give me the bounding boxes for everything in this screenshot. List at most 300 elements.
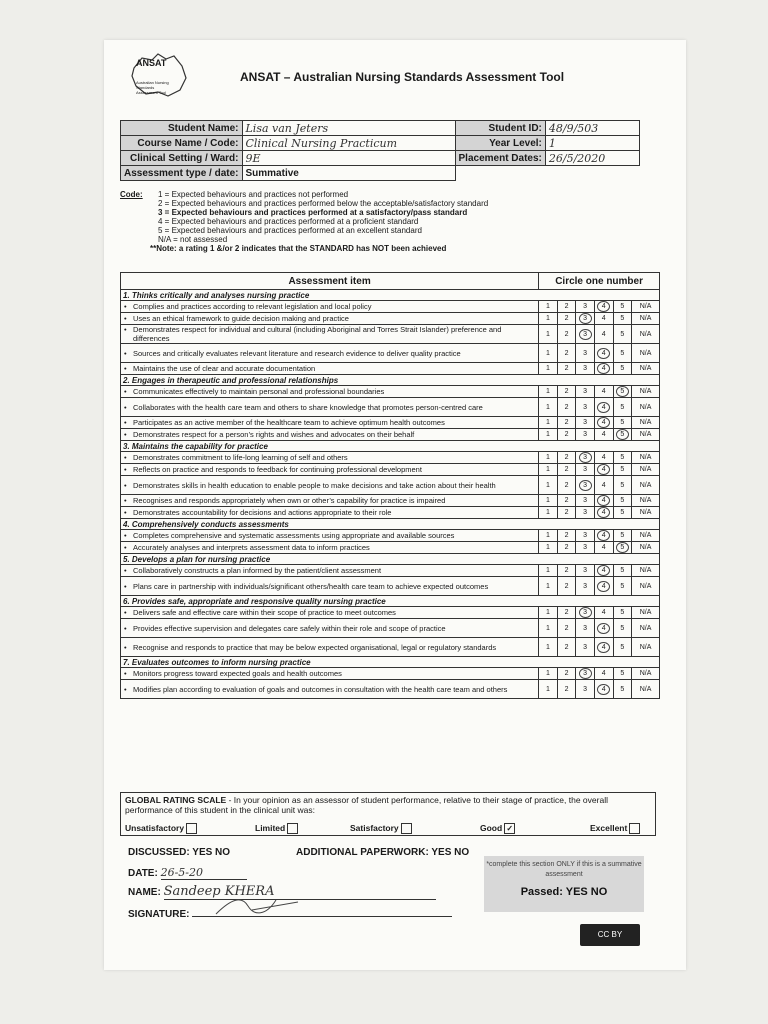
score-label: 4	[597, 642, 610, 653]
code-line: 2 = Expected behaviours and practices performed below the acceptable/satisfactory standard	[158, 199, 489, 208]
score-label: 1	[546, 403, 550, 411]
score-option[interactable]	[539, 476, 558, 495]
score-label: 5	[620, 315, 625, 322]
assessment-item-row	[121, 507, 660, 519]
score-option[interactable]	[613, 417, 632, 429]
score-option[interactable]	[557, 495, 576, 507]
score-option[interactable]	[613, 301, 632, 313]
score-label: N/A	[639, 419, 652, 426]
year-level-label: Year Level:	[455, 136, 545, 151]
score-option[interactable]	[557, 607, 576, 619]
assessment-item-text: Monitors progress toward expected goals and health outcomes	[133, 669, 342, 678]
bullet-icon: •	[124, 480, 127, 490]
assessor-name-field[interactable]: Sandeep KHERA	[164, 884, 436, 900]
section-row	[121, 657, 660, 668]
bullet-icon: •	[124, 402, 127, 412]
score-option[interactable]	[557, 680, 576, 699]
score-option[interactable]	[576, 507, 595, 519]
assessment-item-text: Maintains the use of clear and accurate documentation	[133, 364, 316, 373]
score-option[interactable]	[557, 398, 576, 417]
score-label: 5	[620, 303, 625, 310]
assessment-item-row	[121, 313, 660, 325]
score-label: N/A	[639, 685, 652, 693]
score-option-selected[interactable]	[594, 619, 613, 638]
score-option[interactable]	[557, 668, 576, 680]
score-label: 4	[597, 507, 610, 518]
score-option[interactable]	[576, 363, 595, 375]
score-label: N/A	[639, 330, 652, 338]
score-option[interactable]	[557, 325, 576, 344]
score-label: 4	[601, 388, 606, 395]
score-option[interactable]	[632, 577, 660, 596]
score-label: 4	[597, 684, 610, 695]
discussed-text: DISCUSSED: YES NO	[128, 847, 231, 858]
rating-checkbox[interactable]	[186, 823, 197, 834]
score-option[interactable]	[557, 565, 576, 577]
score-label: 3	[579, 452, 592, 463]
assessment-item-row	[121, 476, 660, 495]
bullet-icon: •	[124, 543, 127, 552]
bullet-icon: •	[124, 325, 127, 334]
bullet-icon: •	[124, 623, 127, 633]
score-option[interactable]	[557, 619, 576, 638]
score-option[interactable]	[539, 495, 558, 507]
score-label: 2	[564, 388, 569, 395]
score-label: 1	[546, 388, 550, 395]
score-label: 1	[546, 532, 550, 539]
score-option[interactable]	[539, 530, 558, 542]
rating-checkbox[interactable]	[401, 823, 412, 834]
year-level-field[interactable]: 1	[545, 136, 639, 151]
assessment-item-row	[121, 464, 660, 476]
score-label: 3	[583, 509, 588, 516]
score-label: 1	[546, 609, 550, 616]
score-option[interactable]	[632, 619, 660, 638]
score-option[interactable]	[632, 565, 660, 577]
assessment-item-row	[121, 565, 660, 577]
score-option-selected[interactable]	[594, 464, 613, 476]
assessment-item-row	[121, 452, 660, 464]
assessment-item-text: Delivers safe and effective care within their scope of practice to meet outcomes	[133, 608, 396, 617]
score-option[interactable]	[557, 344, 576, 363]
score-option[interactable]	[594, 607, 613, 619]
score-option[interactable]	[594, 452, 613, 464]
bullet-icon: •	[124, 453, 127, 462]
section-row	[121, 519, 660, 530]
score-option[interactable]	[576, 542, 595, 554]
score-option[interactable]	[557, 313, 576, 325]
score-option[interactable]	[557, 429, 576, 441]
score-label: 2	[564, 582, 569, 590]
score-label: 1	[546, 670, 550, 677]
student-id-field[interactable]: 48/9/503	[545, 121, 639, 136]
score-option[interactable]	[613, 344, 632, 363]
score-option-selected[interactable]	[594, 301, 613, 313]
score-option[interactable]	[613, 476, 632, 495]
score-label: 5	[620, 624, 625, 632]
score-option[interactable]	[557, 301, 576, 313]
assessment-item-text: Completes comprehensive and systematic assessments using appropriate and available sources	[133, 531, 455, 540]
score-label: N/A	[639, 670, 652, 677]
additional-paperwork-text: ADDITIONAL PAPERWORK: YES NO	[296, 847, 470, 858]
score-option[interactable]	[576, 495, 595, 507]
score-option[interactable]	[632, 495, 660, 507]
logo-text: ANSAT	[136, 58, 167, 68]
score-option[interactable]	[539, 619, 558, 638]
score-option[interactable]	[557, 542, 576, 554]
score-option[interactable]	[576, 386, 595, 398]
rating-option-label: Satisfactory	[350, 823, 399, 833]
score-option[interactable]	[557, 417, 576, 429]
signature-label: SIGNATURE:	[128, 909, 190, 920]
score-option[interactable]	[576, 619, 595, 638]
score-label: 3	[583, 388, 588, 395]
student-id-label: Student ID:	[455, 121, 545, 136]
score-option[interactable]	[613, 680, 632, 699]
rating-checkbox[interactable]	[287, 823, 298, 834]
course-label: Course Name / Code:	[121, 136, 243, 151]
score-label: 5	[620, 609, 625, 616]
score-option[interactable]	[632, 680, 660, 699]
section-title: 5. Develops a plan for nursing practice	[121, 554, 660, 565]
assessment-rows	[121, 290, 660, 699]
score-label: 2	[564, 624, 569, 632]
score-label: 1	[546, 315, 550, 322]
assessment-item-text: Recognise and responds to practice that may be below expected organisational, legal or regulatory standards	[133, 642, 497, 652]
score-option[interactable]	[613, 607, 632, 619]
score-label: 3	[579, 313, 592, 324]
bullet-icon: •	[124, 508, 127, 517]
score-option[interactable]	[594, 386, 613, 398]
score-option-selected[interactable]	[576, 325, 595, 344]
score-option[interactable]	[539, 542, 558, 554]
score-label: 1	[546, 431, 550, 438]
score-option[interactable]	[576, 344, 595, 363]
score-option[interactable]	[539, 386, 558, 398]
score-option[interactable]	[594, 542, 613, 554]
score-label: N/A	[639, 466, 652, 473]
score-label: 1	[546, 509, 550, 516]
signature-field[interactable]	[192, 904, 452, 917]
score-label: N/A	[639, 497, 652, 504]
section-title: 1. Thinks critically and analyses nursing practice	[121, 290, 660, 301]
score-option[interactable]	[632, 464, 660, 476]
score-label: N/A	[639, 303, 652, 310]
score-option[interactable]	[576, 577, 595, 596]
score-option[interactable]	[594, 325, 613, 344]
score-label: 5	[620, 643, 625, 651]
score-option[interactable]	[539, 429, 558, 441]
score-option[interactable]	[613, 464, 632, 476]
score-label: 3	[583, 532, 588, 539]
score-option[interactable]	[613, 363, 632, 375]
score-label: 5	[620, 481, 625, 489]
score-option[interactable]	[576, 530, 595, 542]
score-label: 3	[583, 643, 588, 651]
score-label: 1	[546, 582, 550, 590]
score-label: 1	[546, 544, 550, 551]
score-option[interactable]	[594, 313, 613, 325]
score-option[interactable]	[557, 638, 576, 657]
score-option-selected[interactable]	[594, 398, 613, 417]
score-option-selected[interactable]	[613, 429, 632, 441]
score-option-selected[interactable]	[576, 313, 595, 325]
score-option[interactable]	[613, 507, 632, 519]
score-label: 5	[620, 454, 625, 461]
score-label: 1	[546, 643, 550, 651]
creative-commons-badge: CC BY	[580, 924, 640, 946]
score-option[interactable]	[632, 398, 660, 417]
score-label: 2	[564, 643, 569, 651]
score-label: 3	[583, 466, 588, 473]
score-label: 3	[579, 607, 592, 618]
course-field[interactable]: Clinical Nursing Practicum	[242, 136, 455, 151]
score-option[interactable]	[632, 313, 660, 325]
page-title: ANSAT – Australian Nursing Standards Assessment Tool	[240, 70, 565, 84]
placement-dates-label: Placement Dates:	[455, 151, 545, 166]
score-option[interactable]	[576, 301, 595, 313]
score-label: 5	[620, 419, 625, 426]
score-label: 2	[564, 330, 569, 338]
score-label: N/A	[639, 481, 652, 489]
bullet-icon: •	[124, 364, 127, 373]
score-option[interactable]	[539, 680, 558, 699]
score-label: 1	[546, 497, 550, 504]
score-label: 5	[620, 582, 625, 590]
rating-option-label: Excellent	[590, 823, 628, 833]
section-row	[121, 375, 660, 386]
score-label: 4	[597, 402, 610, 413]
score-option[interactable]	[632, 386, 660, 398]
score-option[interactable]	[632, 301, 660, 313]
rating-option-label: Limited	[255, 823, 286, 833]
assessment-item-row	[121, 417, 660, 429]
date-field[interactable]: 26-5-20	[161, 866, 247, 880]
score-option[interactable]	[557, 577, 576, 596]
score-option[interactable]	[557, 363, 576, 375]
rating-option-excellent	[590, 823, 640, 834]
score-label: 4	[601, 330, 606, 338]
score-label: 4	[601, 481, 606, 489]
score-option-selected[interactable]	[594, 507, 613, 519]
section-row	[121, 441, 660, 452]
score-label: 2	[564, 365, 569, 372]
rating-option-label: Good	[480, 823, 503, 833]
score-option[interactable]	[613, 313, 632, 325]
discussed-line	[128, 847, 470, 858]
rating-checkbox[interactable]	[629, 823, 640, 834]
score-option[interactable]	[539, 464, 558, 476]
score-option[interactable]	[576, 464, 595, 476]
score-option-selected[interactable]	[613, 386, 632, 398]
assessment-item-row	[121, 607, 660, 619]
setting-field[interactable]: 9E	[242, 151, 455, 166]
assessment-item-row	[121, 398, 660, 417]
section-title: 7. Evaluates outcomes to inform nursing practice	[121, 657, 660, 668]
score-option[interactable]	[557, 507, 576, 519]
score-label: 2	[564, 685, 569, 693]
score-option[interactable]	[632, 417, 660, 429]
score-option-selected[interactable]	[594, 680, 613, 699]
assessment-item-text: Recognises and responds appropriately when own or other’s capability for practice is impaired	[133, 496, 446, 505]
score-option[interactable]	[632, 344, 660, 363]
score-option-selected[interactable]	[594, 417, 613, 429]
global-rating-title: GLOBAL RATING SCALE	[125, 795, 227, 805]
score-label: 4	[597, 301, 610, 312]
score-option[interactable]	[632, 542, 660, 554]
score-option[interactable]	[576, 680, 595, 699]
score-label: N/A	[639, 388, 652, 395]
score-option[interactable]	[632, 452, 660, 464]
score-option[interactable]	[594, 668, 613, 680]
score-label: N/A	[639, 567, 652, 574]
section-row	[121, 290, 660, 301]
score-option-selected[interactable]	[594, 363, 613, 375]
score-option[interactable]	[557, 464, 576, 476]
score-option-selected[interactable]	[594, 565, 613, 577]
score-label: 5	[620, 403, 625, 411]
score-option[interactable]	[557, 452, 576, 464]
score-option[interactable]	[539, 565, 558, 577]
score-option[interactable]	[539, 363, 558, 375]
score-option[interactable]	[613, 668, 632, 680]
bullet-icon: •	[124, 465, 127, 474]
score-option[interactable]	[613, 577, 632, 596]
score-label: 3	[583, 431, 588, 438]
score-option[interactable]	[539, 344, 558, 363]
score-option[interactable]	[632, 325, 660, 344]
score-label: 3	[583, 582, 588, 590]
score-label: N/A	[639, 365, 652, 372]
score-option[interactable]	[613, 619, 632, 638]
score-label: N/A	[639, 532, 652, 539]
score-option-selected[interactable]	[594, 495, 613, 507]
score-label: N/A	[639, 624, 652, 632]
score-label: 1	[546, 567, 550, 574]
global-rating-scale	[120, 792, 656, 836]
score-label: 2	[564, 532, 569, 539]
score-option[interactable]	[613, 398, 632, 417]
score-option[interactable]	[539, 607, 558, 619]
score-option[interactable]	[576, 565, 595, 577]
score-option[interactable]	[632, 507, 660, 519]
score-option[interactable]	[632, 638, 660, 657]
student-name-field[interactable]: Lisa van Jeters	[242, 121, 455, 136]
assessment-item-text: Demonstrates respect for individual and cultural (including Aboriginal and Torres Strait Islander) preference and differences	[133, 325, 502, 343]
score-option[interactable]	[632, 607, 660, 619]
score-option[interactable]	[557, 386, 576, 398]
score-label: 1	[546, 481, 550, 489]
score-option[interactable]	[632, 668, 660, 680]
score-label: N/A	[639, 349, 652, 357]
score-option[interactable]	[576, 429, 595, 441]
assessment-item-text: Collaborates with the health care team and others to share knowledge that promotes person-centred care	[133, 402, 483, 412]
score-option-selected[interactable]	[594, 577, 613, 596]
rating-option-good	[480, 823, 515, 834]
assessment-item-row	[121, 638, 660, 657]
score-option[interactable]	[632, 530, 660, 542]
score-label: 2	[564, 454, 569, 461]
score-option[interactable]	[539, 417, 558, 429]
score-option[interactable]	[613, 325, 632, 344]
score-option[interactable]	[539, 313, 558, 325]
score-label: 3	[583, 497, 588, 504]
section-row	[121, 554, 660, 565]
placement-dates-field[interactable]: 26/5/2020	[545, 151, 639, 166]
score-option-selected[interactable]	[594, 638, 613, 657]
assessor-name-label: NAME:	[128, 887, 161, 898]
score-option-selected[interactable]	[594, 530, 613, 542]
score-option[interactable]	[594, 429, 613, 441]
score-option-selected[interactable]	[594, 344, 613, 363]
score-option[interactable]	[539, 301, 558, 313]
assessment-item-text: Accurately analyses and interprets assessment data to inform practices	[133, 543, 370, 552]
score-label: 2	[564, 567, 569, 574]
score-option[interactable]	[632, 429, 660, 441]
score-option-selected[interactable]	[576, 668, 595, 680]
assessment-item-row	[121, 530, 660, 542]
bullet-icon: •	[124, 348, 127, 358]
score-label: 2	[564, 349, 569, 357]
score-option-selected[interactable]	[576, 452, 595, 464]
score-option[interactable]	[539, 507, 558, 519]
score-option[interactable]	[613, 495, 632, 507]
score-option[interactable]	[557, 530, 576, 542]
score-option-selected[interactable]	[576, 607, 595, 619]
score-option[interactable]	[557, 476, 576, 495]
score-label: N/A	[639, 509, 652, 516]
score-option[interactable]	[539, 638, 558, 657]
score-option[interactable]	[576, 638, 595, 657]
score-label: 2	[564, 544, 569, 551]
score-option[interactable]	[613, 638, 632, 657]
bullet-icon: •	[124, 496, 127, 505]
assessment-item-text: Modifies plan according to evaluation of goals and outcomes in consultation with the health care team and others	[133, 684, 508, 694]
score-option-selected[interactable]	[613, 542, 632, 554]
logo-tagline: Australian Nursing Standards Assessment Tool	[136, 80, 169, 95]
section-title: 6. Provides safe, appropriate and responsive quality nursing practice	[121, 596, 660, 607]
score-option[interactable]	[539, 668, 558, 680]
score-option-selected[interactable]	[576, 476, 595, 495]
score-option[interactable]	[613, 530, 632, 542]
score-option[interactable]	[576, 417, 595, 429]
score-option[interactable]	[594, 476, 613, 495]
score-label: 3	[583, 624, 588, 632]
score-label: N/A	[639, 609, 652, 616]
score-option[interactable]	[613, 565, 632, 577]
score-option[interactable]	[576, 398, 595, 417]
assessment-type-field[interactable]: Summative	[242, 166, 455, 181]
score-label: 5	[620, 349, 625, 357]
score-option[interactable]	[632, 476, 660, 495]
bullet-icon: •	[124, 531, 127, 540]
score-label: N/A	[639, 454, 652, 461]
assessment-item-text: Demonstrates accountability for decisions and actions appropriate to their role	[133, 508, 392, 517]
assessment-item-text: Demonstrates commitment to life-long learning of self and others	[133, 453, 348, 462]
score-option[interactable]	[539, 577, 558, 596]
score-option[interactable]	[632, 363, 660, 375]
code-legend-title: Code:	[120, 190, 143, 199]
score-label: 4	[597, 565, 610, 576]
rating-checkbox-checked[interactable]: ✓	[504, 823, 515, 834]
bullet-icon: •	[124, 684, 127, 694]
score-option[interactable]	[613, 452, 632, 464]
score-option[interactable]	[539, 325, 558, 344]
bullet-icon: •	[124, 642, 127, 652]
score-option[interactable]	[539, 398, 558, 417]
score-label: N/A	[639, 582, 652, 590]
score-option[interactable]	[539, 452, 558, 464]
